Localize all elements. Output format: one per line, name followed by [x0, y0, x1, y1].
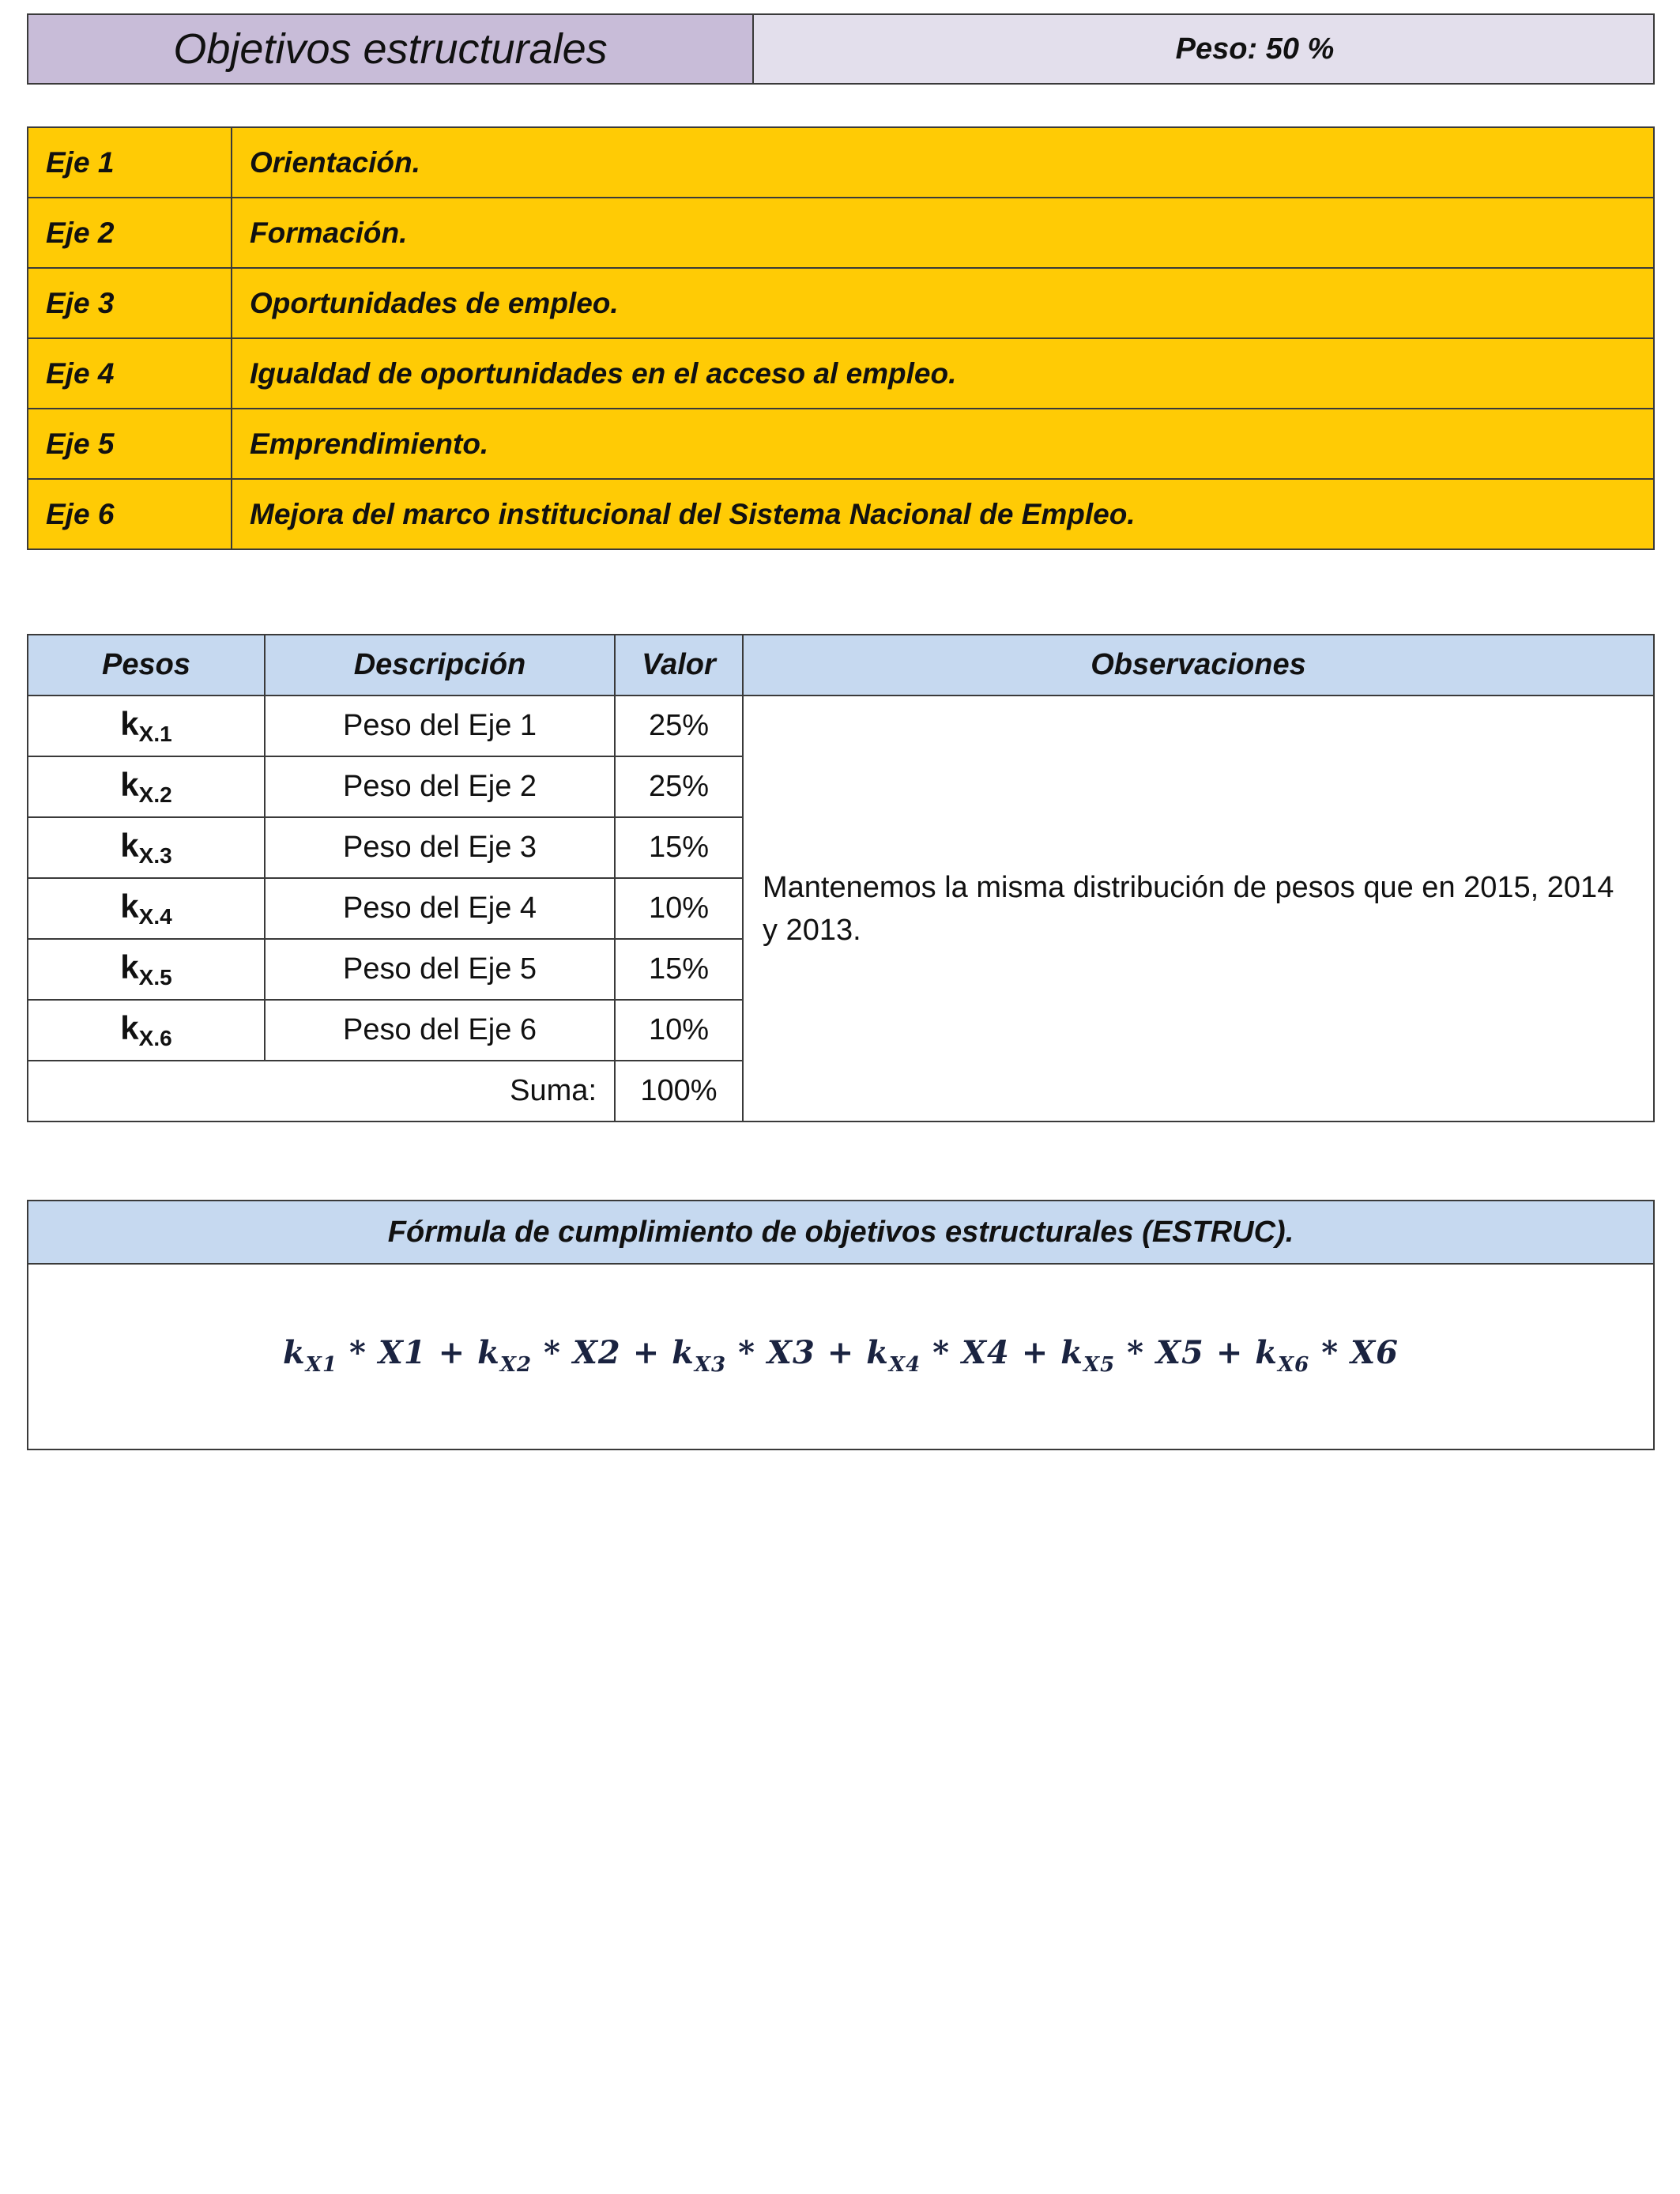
axis-key: Eje 1 [28, 127, 232, 198]
formula-var: X4 [961, 1334, 1010, 1371]
sum-label: Suma: [28, 1061, 615, 1122]
weight-description: Peso del Eje 3 [265, 817, 615, 878]
formula-var: X6 [1350, 1334, 1399, 1371]
axis-row [28, 127, 1654, 198]
title-bar [27, 13, 1655, 85]
axis-label: Formación. [232, 198, 1654, 268]
page-title: Objetivos estructurales [28, 14, 753, 84]
weight-symbol [28, 696, 265, 756]
axis-key: Eje 4 [28, 338, 232, 409]
weight-symbol-sub: X.6 [138, 1026, 172, 1050]
formula-k: k [1060, 1334, 1083, 1371]
weight-description: Peso del Eje 5 [265, 939, 615, 1000]
weight-description: Peso del Eje 4 [265, 878, 615, 939]
formula-var: X5 [1156, 1334, 1204, 1371]
axis-label: Igualdad de oportunidades en el acceso al empleo. [232, 338, 1654, 409]
header-valor: Valor [615, 635, 743, 696]
formula-times: * [932, 1334, 951, 1371]
weight-value: 25% [615, 696, 743, 756]
weight-symbol-sub: X.2 [138, 782, 172, 807]
formula-plus: + [827, 1334, 855, 1371]
weight-value: 10% [615, 878, 743, 939]
formula-expression [28, 1265, 1653, 1377]
formula-var: X1 [378, 1334, 427, 1371]
weight-symbol-k: k [120, 766, 139, 803]
formula-times: * [1321, 1334, 1339, 1371]
sum-value: 100% [615, 1061, 743, 1122]
weight-description: Peso del Eje 1 [265, 696, 615, 756]
formula-times: * [348, 1334, 367, 1371]
header-descripcion: Descripción [265, 635, 615, 696]
axis-row [28, 198, 1654, 268]
axis-row [28, 268, 1654, 338]
weight-value: 25% [615, 756, 743, 817]
axis-label: Emprendimiento. [232, 409, 1654, 479]
header-pesos: Pesos [28, 635, 265, 696]
weight-symbol [28, 878, 265, 939]
axis-key: Eje 5 [28, 409, 232, 479]
weight-symbol-sub: X.4 [138, 904, 172, 929]
formula-k: k [283, 1334, 306, 1371]
axis-row [28, 409, 1654, 479]
weight-symbol [28, 756, 265, 817]
axis-key: Eje 3 [28, 268, 232, 338]
formula-k-sub: X4 [888, 1353, 921, 1377]
formula-title: Fórmula de cumplimiento de objetivos estructurales (ESTRUC). [28, 1201, 1653, 1265]
weight-symbol [28, 817, 265, 878]
weights-table [27, 634, 1655, 1122]
formula-k: k [477, 1334, 500, 1371]
formula-k: k [866, 1334, 889, 1371]
weight-value: 10% [615, 1000, 743, 1061]
weight-row [28, 696, 1654, 756]
weight-symbol-sub: X.3 [138, 843, 172, 868]
formula-box [27, 1200, 1655, 1450]
formula-times: * [738, 1334, 755, 1371]
weight-symbol-k: k [120, 827, 139, 864]
axis-key: Eje 2 [28, 198, 232, 268]
weight-symbol-k: k [120, 1009, 139, 1046]
formula-plus: + [1021, 1334, 1049, 1371]
formula-plus: + [632, 1334, 661, 1371]
weight-symbol-k: k [120, 705, 139, 742]
observation-text: Mantenemos la misma distribución de pesos que en 2015, 2014 y 2013. [743, 696, 1654, 1122]
weight-symbol-sub: X.5 [138, 965, 172, 990]
weight-value: 15% [615, 817, 743, 878]
formula-var: X3 [767, 1334, 816, 1371]
formula-k-sub: X2 [499, 1353, 533, 1377]
axis-key: Eje 6 [28, 479, 232, 549]
weight-symbol [28, 1000, 265, 1061]
formula-k: k [1255, 1334, 1278, 1371]
formula-k-sub: X5 [1083, 1353, 1116, 1377]
axis-row [28, 479, 1654, 549]
formula-times: * [1127, 1334, 1145, 1371]
axis-row [28, 338, 1654, 409]
axis-label: Oportunidades de empleo. [232, 268, 1654, 338]
weight-label: Peso: 50 % [753, 14, 1654, 84]
formula-k: k [672, 1334, 695, 1371]
formula-k-sub: X1 [305, 1353, 338, 1377]
formula-times: * [544, 1334, 561, 1371]
formula-plus: + [438, 1334, 466, 1371]
axes-table [27, 126, 1655, 550]
axis-label: Mejora del marco institucional del Sistema Nacional de Empleo. [232, 479, 1654, 549]
formula-var: X2 [572, 1334, 621, 1371]
weight-symbol-k: k [120, 888, 139, 925]
formula-k-sub: X6 [1278, 1353, 1310, 1377]
weight-value: 15% [615, 939, 743, 1000]
weight-description: Peso del Eje 2 [265, 756, 615, 817]
formula-k-sub: X3 [694, 1353, 727, 1377]
weight-symbol-sub: X.1 [138, 722, 172, 746]
formula-plus: + [1215, 1334, 1244, 1371]
weight-description: Peso del Eje 6 [265, 1000, 615, 1061]
weight-symbol-k: k [120, 948, 139, 986]
weight-symbol [28, 939, 265, 1000]
header-observaciones: Observaciones [743, 635, 1654, 696]
axis-label: Orientación. [232, 127, 1654, 198]
